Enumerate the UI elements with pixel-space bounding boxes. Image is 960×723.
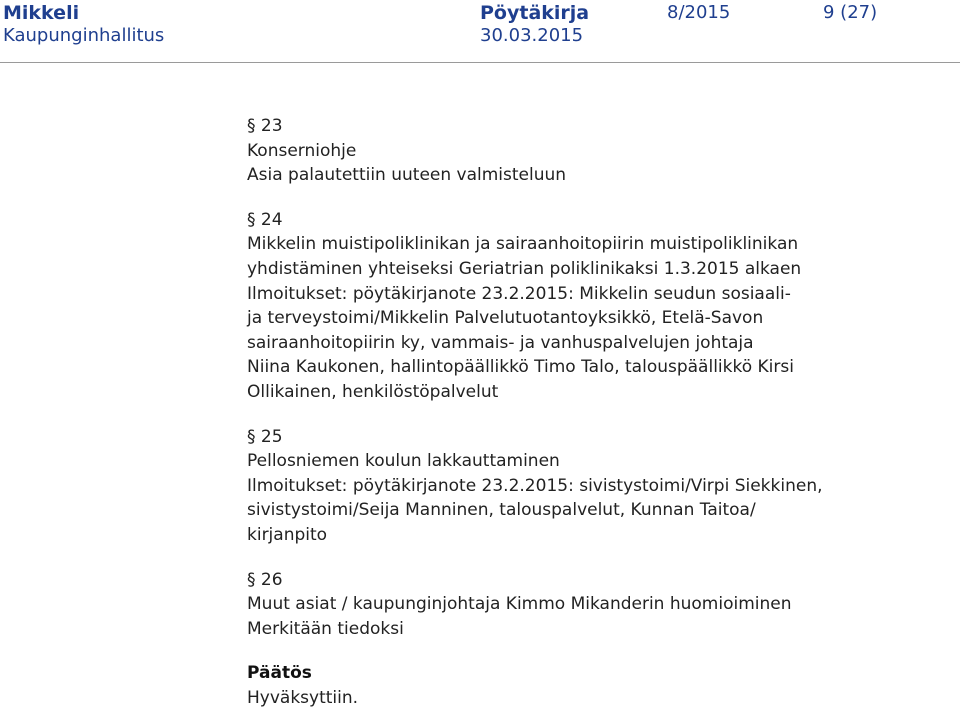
governing-body: Kaupunginhallitus — [3, 25, 165, 46]
document-number: 8/2015 — [667, 2, 731, 23]
section-number: § 25 — [247, 426, 283, 447]
item-text: ja terveystoimi/Mikkelin Palvelutuotantoyksikkö, Etelä-Savon — [247, 308, 764, 329]
item-title: Konserniohje — [247, 140, 357, 161]
section-number: § 23 — [247, 116, 283, 136]
item-title: Mikkelin muistipoliklinikan ja sairaanhoitopiirin muistipoliklinikan — [247, 234, 799, 255]
agenda-item-25 — [247, 425, 947, 548]
agenda-item-26 — [247, 568, 947, 642]
page-number: 9 (27) — [823, 2, 878, 23]
agenda-item-23 — [247, 114, 947, 188]
meeting-date: 30.03.2015 — [480, 25, 584, 46]
item-text: sivistystoimi/Seija Manninen, talouspalvelut, Kunnan Taitoa/ — [247, 500, 756, 521]
item-text: sairaanhoitopiirin ky, vammais- ja vanhuspalvelujen johtaja — [247, 332, 754, 353]
item-text: Ilmoitukset: pöytäkirjanote 23.2.2015: sivistystoimi/Virpi Siekkinen, — [247, 475, 823, 496]
organization-name: Mikkeli — [3, 2, 80, 24]
section-number: § 26 — [247, 569, 283, 590]
decision-block — [247, 661, 947, 710]
item-text: Merkitään tiedoksi — [247, 618, 404, 639]
document-body — [247, 114, 947, 710]
item-text: kirjanpito — [247, 524, 328, 545]
decision-title: Päätös — [247, 663, 312, 684]
document-header — [0, 0, 960, 48]
decision-text: Hyväksyttiin. — [247, 687, 359, 708]
item-title-cont: yhdistäminen yhteiseksi Geriatrian poliklinikaksi 1.3.2015 alkaen — [247, 258, 802, 279]
section-number: § 24 — [247, 209, 283, 230]
agenda-item-24 — [247, 208, 947, 405]
item-text: Ilmoitukset: pöytäkirjanote 23.2.2015: Mikkelin seudun sosiaali- — [247, 283, 791, 304]
item-text: Ollikainen, henkilöstöpalvelut — [247, 381, 499, 402]
header-divider — [0, 62, 960, 63]
item-title: Muut asiat / kaupunginjohtaja Kimmo Mikanderin huomioiminen — [247, 594, 792, 615]
item-text: Niina Kaukonen, hallintopäällikkö Timo Talo, talouspäällikkö Kirsi — [247, 357, 794, 378]
item-text: Asia palautettiin uuteen valmisteluun — [247, 165, 567, 186]
item-title: Pellosniemen koulun lakkauttaminen — [247, 451, 560, 472]
document-type: Pöytäkirja — [480, 2, 590, 24]
